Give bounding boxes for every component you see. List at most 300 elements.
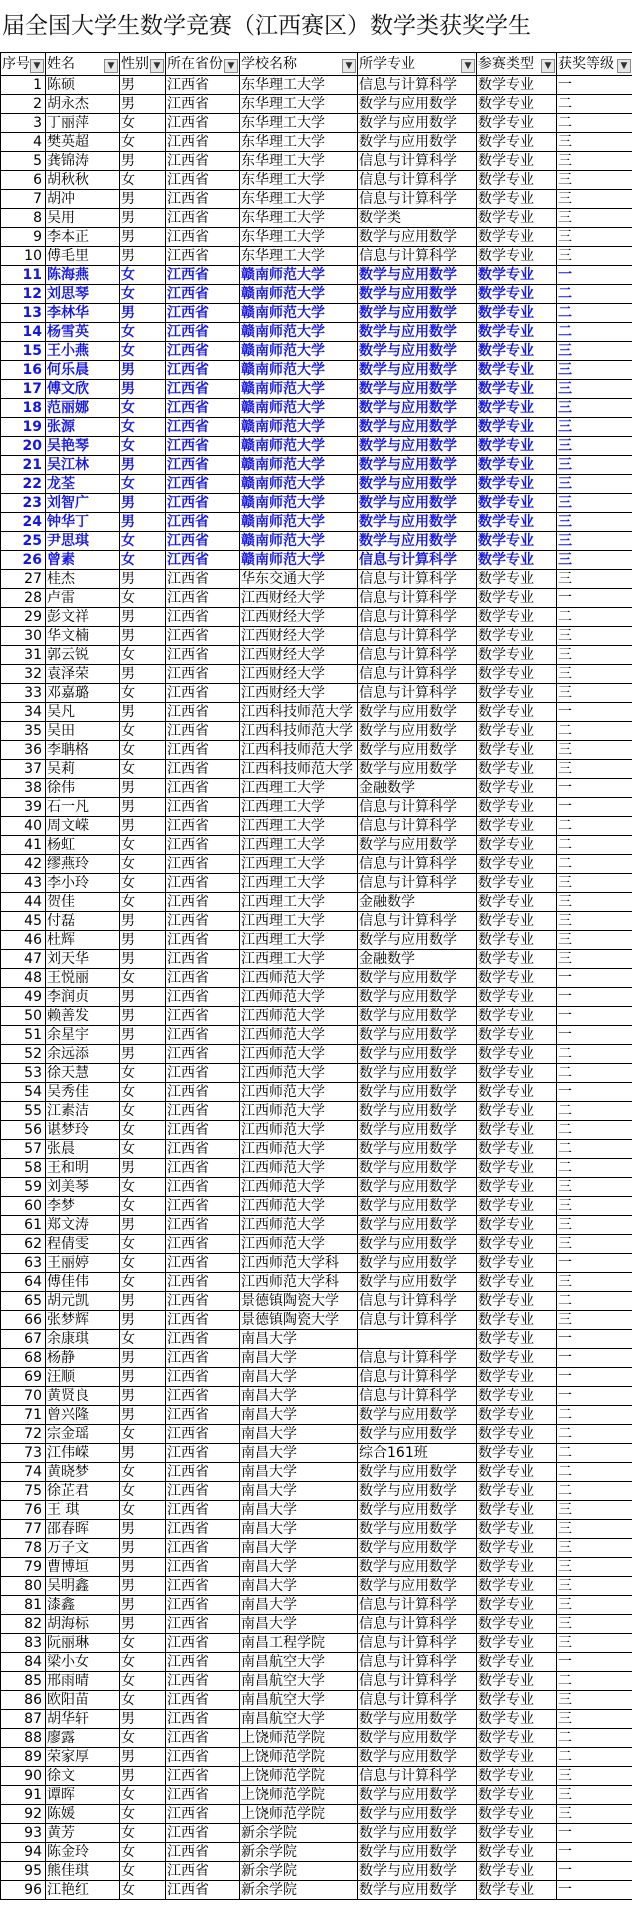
cell-gender[interactable]: 女 <box>120 1254 166 1273</box>
cell-type[interactable]: 数学专业 <box>477 1121 557 1140</box>
cell-award[interactable]: 一 <box>557 1083 632 1102</box>
cell-index[interactable]: 5 <box>1 152 46 171</box>
cell-index[interactable]: 96 <box>1 1881 46 1900</box>
cell-type[interactable]: 数学专业 <box>477 1178 557 1197</box>
cell-award[interactable]: 三 <box>557 133 632 152</box>
cell-province[interactable]: 江西省 <box>166 1539 240 1558</box>
cell-school[interactable]: 南昌航空大学 <box>240 1672 358 1691</box>
cell-major[interactable]: 金融数学 <box>358 779 477 798</box>
cell-gender[interactable]: 女 <box>120 1102 166 1121</box>
cell-province[interactable]: 江西省 <box>166 418 240 437</box>
cell-type[interactable]: 数学专业 <box>477 722 557 741</box>
cell-type[interactable]: 数学专业 <box>477 513 557 532</box>
cell-award[interactable]: 三 <box>557 513 632 532</box>
cell-school[interactable]: 东华理工大学 <box>240 76 358 95</box>
cell-school[interactable]: 江西师范大学 <box>240 1140 358 1159</box>
cell-major[interactable]: 数学与应用数学 <box>358 133 477 152</box>
cell-major[interactable]: 数学与应用数学 <box>358 1425 477 1444</box>
cell-province[interactable]: 江西省 <box>166 798 240 817</box>
cell-type[interactable]: 数学专业 <box>477 361 557 380</box>
cell-school[interactable]: 上饶师范学院 <box>240 1786 358 1805</box>
cell-gender[interactable]: 女 <box>120 399 166 418</box>
cell-name[interactable]: 周文嵘 <box>46 817 120 836</box>
cell-school[interactable]: 华东交通大学 <box>240 570 358 589</box>
cell-school[interactable]: 赣南师范大学 <box>240 513 358 532</box>
cell-award[interactable]: 二 <box>557 1425 632 1444</box>
cell-province[interactable]: 江西省 <box>166 1672 240 1691</box>
cell-province[interactable]: 江西省 <box>166 399 240 418</box>
cell-school[interactable]: 南昌大学 <box>240 1482 358 1501</box>
cell-type[interactable]: 数学专业 <box>477 1862 557 1881</box>
cell-major[interactable]: 信息与计算科学 <box>358 76 477 95</box>
cell-gender[interactable]: 男 <box>120 912 166 931</box>
cell-gender[interactable]: 女 <box>120 1140 166 1159</box>
cell-index[interactable]: 56 <box>1 1121 46 1140</box>
cell-province[interactable]: 江西省 <box>166 1102 240 1121</box>
cell-award[interactable]: 二 <box>557 323 632 342</box>
cell-major[interactable]: 数学与应用数学 <box>358 1862 477 1881</box>
cell-major[interactable]: 信息与计算科学 <box>358 1596 477 1615</box>
cell-province[interactable]: 江西省 <box>166 456 240 475</box>
cell-type[interactable]: 数学专业 <box>477 342 557 361</box>
cell-school[interactable]: 南昌大学 <box>240 1349 358 1368</box>
cell-gender[interactable]: 女 <box>120 1273 166 1292</box>
filter-dropdown-icon[interactable]: ▼ <box>30 59 44 73</box>
cell-gender[interactable]: 女 <box>120 893 166 912</box>
cell-index[interactable]: 94 <box>1 1843 46 1862</box>
cell-gender[interactable]: 女 <box>120 741 166 760</box>
cell-major[interactable]: 信息与计算科学 <box>358 627 477 646</box>
cell-index[interactable]: 42 <box>1 855 46 874</box>
cell-gender[interactable]: 女 <box>120 1805 166 1824</box>
cell-gender[interactable]: 男 <box>120 1159 166 1178</box>
cell-major[interactable]: 数学与应用数学 <box>358 380 477 399</box>
cell-index[interactable]: 81 <box>1 1596 46 1615</box>
cell-school[interactable]: 赣南师范大学 <box>240 342 358 361</box>
cell-province[interactable]: 江西省 <box>166 532 240 551</box>
cell-name[interactable]: 吴秀佳 <box>46 1083 120 1102</box>
cell-province[interactable]: 江西省 <box>166 1349 240 1368</box>
cell-school[interactable]: 南昌大学 <box>240 1539 358 1558</box>
cell-award[interactable]: 三 <box>557 418 632 437</box>
cell-type[interactable]: 数学专业 <box>477 1615 557 1634</box>
cell-province[interactable]: 江西省 <box>166 437 240 456</box>
cell-gender[interactable]: 女 <box>120 1463 166 1482</box>
cell-province[interactable]: 江西省 <box>166 684 240 703</box>
cell-major[interactable]: 信息与计算科学 <box>358 1653 477 1672</box>
cell-index[interactable]: 15 <box>1 342 46 361</box>
cell-name[interactable]: 程倩雯 <box>46 1235 120 1254</box>
filter-dropdown-icon[interactable]: ▼ <box>104 59 118 73</box>
cell-province[interactable]: 江西省 <box>166 1577 240 1596</box>
cell-award[interactable]: 三 <box>557 1539 632 1558</box>
cell-province[interactable]: 江西省 <box>166 76 240 95</box>
cell-name[interactable]: 彭文祥 <box>46 608 120 627</box>
cell-type[interactable]: 数学专业 <box>477 836 557 855</box>
cell-award[interactable]: 三 <box>557 646 632 665</box>
cell-gender[interactable]: 男 <box>120 1026 166 1045</box>
cell-major[interactable]: 数学与应用数学 <box>358 532 477 551</box>
cell-index[interactable]: 25 <box>1 532 46 551</box>
cell-award[interactable]: 三 <box>557 342 632 361</box>
cell-name[interactable]: 傅佳伟 <box>46 1273 120 1292</box>
cell-school[interactable]: 江西理工大学 <box>240 817 358 836</box>
cell-gender[interactable]: 女 <box>120 1501 166 1520</box>
cell-province[interactable]: 江西省 <box>166 1045 240 1064</box>
cell-award[interactable]: 二 <box>557 1045 632 1064</box>
cell-school[interactable]: 江西科技师范大学 <box>240 741 358 760</box>
cell-province[interactable]: 江西省 <box>166 1216 240 1235</box>
cell-award[interactable]: 三 <box>557 912 632 931</box>
cell-name[interactable]: 胡海标 <box>46 1615 120 1634</box>
cell-index[interactable]: 60 <box>1 1197 46 1216</box>
cell-province[interactable]: 江西省 <box>166 646 240 665</box>
cell-school[interactable]: 江西财经大学 <box>240 684 358 703</box>
cell-gender[interactable]: 女 <box>120 133 166 152</box>
cell-province[interactable]: 江西省 <box>166 475 240 494</box>
cell-name[interactable]: 尹思琪 <box>46 532 120 551</box>
cell-type[interactable]: 数学专业 <box>477 703 557 722</box>
cell-province[interactable]: 江西省 <box>166 171 240 190</box>
cell-school[interactable]: 新余学院 <box>240 1862 358 1881</box>
cell-major[interactable]: 数学与应用数学 <box>358 1083 477 1102</box>
cell-major[interactable]: 数学与应用数学 <box>358 1539 477 1558</box>
cell-index[interactable]: 24 <box>1 513 46 532</box>
cell-index[interactable]: 36 <box>1 741 46 760</box>
cell-index[interactable]: 12 <box>1 285 46 304</box>
cell-school[interactable]: 东华理工大学 <box>240 133 358 152</box>
cell-gender[interactable]: 女 <box>120 114 166 133</box>
cell-gender[interactable]: 女 <box>120 1786 166 1805</box>
cell-name[interactable]: 杨雪英 <box>46 323 120 342</box>
cell-award[interactable]: 三 <box>557 1805 632 1824</box>
cell-name[interactable]: 曾兴隆 <box>46 1406 120 1425</box>
cell-type[interactable]: 数学专业 <box>477 228 557 247</box>
cell-index[interactable]: 31 <box>1 646 46 665</box>
cell-award[interactable]: 二 <box>557 1406 632 1425</box>
cell-major[interactable]: 信息与计算科学 <box>358 589 477 608</box>
cell-name[interactable]: 吴莉 <box>46 760 120 779</box>
cell-index[interactable]: 33 <box>1 684 46 703</box>
cell-index[interactable]: 32 <box>1 665 46 684</box>
cell-type[interactable]: 数学专业 <box>477 76 557 95</box>
cell-school[interactable]: 南昌大学 <box>240 1406 358 1425</box>
cell-province[interactable]: 江西省 <box>166 1558 240 1577</box>
cell-award[interactable]: 三 <box>557 1178 632 1197</box>
cell-type[interactable]: 数学专业 <box>477 912 557 931</box>
cell-type[interactable]: 数学专业 <box>477 114 557 133</box>
cell-type[interactable]: 数学专业 <box>477 874 557 893</box>
cell-award[interactable]: 一 <box>557 266 632 285</box>
cell-gender[interactable]: 男 <box>120 1577 166 1596</box>
cell-index[interactable]: 19 <box>1 418 46 437</box>
cell-index[interactable]: 62 <box>1 1235 46 1254</box>
cell-province[interactable]: 江西省 <box>166 114 240 133</box>
cell-award[interactable]: 一 <box>557 1254 632 1273</box>
cell-award[interactable]: 一 <box>557 779 632 798</box>
cell-index[interactable]: 45 <box>1 912 46 931</box>
cell-major[interactable]: 数学与应用数学 <box>358 1843 477 1862</box>
cell-gender[interactable]: 女 <box>120 1862 166 1881</box>
cell-award[interactable]: 二 <box>557 1102 632 1121</box>
cell-gender[interactable]: 男 <box>120 1615 166 1634</box>
cell-province[interactable]: 江西省 <box>166 1159 240 1178</box>
cell-name[interactable]: 杜辉 <box>46 931 120 950</box>
cell-gender[interactable]: 男 <box>120 247 166 266</box>
cell-type[interactable]: 数学专业 <box>477 380 557 399</box>
cell-type[interactable]: 数学专业 <box>477 817 557 836</box>
cell-major[interactable]: 信息与计算科学 <box>358 1767 477 1786</box>
cell-gender[interactable]: 男 <box>120 817 166 836</box>
cell-index[interactable]: 23 <box>1 494 46 513</box>
cell-major[interactable]: 数学与应用数学 <box>358 1558 477 1577</box>
cell-school[interactable]: 南昌大学 <box>240 1520 358 1539</box>
cell-gender[interactable]: 女 <box>120 1235 166 1254</box>
cell-major[interactable]: 数学与应用数学 <box>358 1406 477 1425</box>
cell-award[interactable]: 三 <box>557 684 632 703</box>
cell-index[interactable]: 48 <box>1 969 46 988</box>
cell-name[interactable]: 梁小女 <box>46 1653 120 1672</box>
cell-name[interactable]: 余远添 <box>46 1045 120 1064</box>
cell-gender[interactable]: 女 <box>120 855 166 874</box>
cell-name[interactable]: 邓嘉璐 <box>46 684 120 703</box>
cell-province[interactable]: 江西省 <box>166 1501 240 1520</box>
cell-type[interactable]: 数学专业 <box>477 1444 557 1463</box>
cell-gender[interactable]: 男 <box>120 931 166 950</box>
cell-index[interactable]: 66 <box>1 1311 46 1330</box>
cell-school[interactable]: 赣南师范大学 <box>240 532 358 551</box>
cell-province[interactable]: 江西省 <box>166 1083 240 1102</box>
cell-province[interactable]: 江西省 <box>166 1710 240 1729</box>
cell-gender[interactable]: 女 <box>120 551 166 570</box>
cell-award[interactable]: 一 <box>557 1387 632 1406</box>
cell-index[interactable]: 46 <box>1 931 46 950</box>
cell-type[interactable]: 数学专业 <box>477 1463 557 1482</box>
cell-gender[interactable]: 女 <box>120 1653 166 1672</box>
cell-index[interactable]: 95 <box>1 1862 46 1881</box>
cell-gender[interactable]: 女 <box>120 836 166 855</box>
cell-award[interactable]: 一 <box>557 1862 632 1881</box>
cell-name[interactable]: 樊英超 <box>46 133 120 152</box>
cell-type[interactable]: 数学专业 <box>477 1558 557 1577</box>
cell-type[interactable]: 数学专业 <box>477 627 557 646</box>
cell-school[interactable]: 江西理工大学 <box>240 893 358 912</box>
cell-name[interactable]: 江艳红 <box>46 1881 120 1900</box>
cell-gender[interactable]: 女 <box>120 1482 166 1501</box>
cell-index[interactable]: 77 <box>1 1520 46 1539</box>
cell-name[interactable]: 赖善发 <box>46 1007 120 1026</box>
cell-name[interactable]: 卢雷 <box>46 589 120 608</box>
cell-gender[interactable]: 女 <box>120 532 166 551</box>
cell-name[interactable]: 刘天华 <box>46 950 120 969</box>
cell-province[interactable]: 江西省 <box>166 874 240 893</box>
cell-gender[interactable]: 男 <box>120 608 166 627</box>
cell-school[interactable]: 江西财经大学 <box>240 608 358 627</box>
cell-name[interactable]: 李聃格 <box>46 741 120 760</box>
cell-province[interactable]: 江西省 <box>166 589 240 608</box>
cell-award[interactable]: 三 <box>557 1235 632 1254</box>
cell-type[interactable]: 数学专业 <box>477 1425 557 1444</box>
cell-type[interactable]: 数学专业 <box>477 494 557 513</box>
cell-award[interactable]: 二 <box>557 608 632 627</box>
cell-award[interactable]: 一 <box>557 988 632 1007</box>
cell-type[interactable]: 数学专业 <box>477 1710 557 1729</box>
cell-type[interactable]: 数学专业 <box>477 1748 557 1767</box>
cell-name[interactable]: 张源 <box>46 418 120 437</box>
cell-major[interactable]: 信息与计算科学 <box>358 190 477 209</box>
cell-school[interactable]: 南昌大学 <box>240 1425 358 1444</box>
cell-index[interactable]: 40 <box>1 817 46 836</box>
cell-gender[interactable]: 男 <box>120 950 166 969</box>
cell-province[interactable]: 江西省 <box>166 494 240 513</box>
cell-gender[interactable]: 女 <box>120 1691 166 1710</box>
cell-award[interactable]: 三 <box>557 931 632 950</box>
cell-school[interactable]: 江西理工大学 <box>240 931 358 950</box>
cell-province[interactable]: 江西省 <box>166 912 240 931</box>
cell-name[interactable]: 吴用 <box>46 209 120 228</box>
cell-index[interactable]: 75 <box>1 1482 46 1501</box>
cell-province[interactable]: 江西省 <box>166 969 240 988</box>
cell-index[interactable]: 69 <box>1 1368 46 1387</box>
cell-name[interactable]: 张晨 <box>46 1140 120 1159</box>
cell-name[interactable]: 刘美琴 <box>46 1178 120 1197</box>
cell-school[interactable]: 新余学院 <box>240 1824 358 1843</box>
cell-major[interactable]: 数学类 <box>358 209 477 228</box>
cell-type[interactable]: 数学专业 <box>477 1843 557 1862</box>
cell-major[interactable]: 数学与应用数学 <box>358 1805 477 1824</box>
cell-type[interactable]: 数学专业 <box>477 1786 557 1805</box>
cell-gender[interactable]: 男 <box>120 1007 166 1026</box>
cell-type[interactable]: 数学专业 <box>477 988 557 1007</box>
cell-index[interactable]: 27 <box>1 570 46 589</box>
cell-name[interactable]: 吴艳琴 <box>46 437 120 456</box>
cell-type[interactable]: 数学专业 <box>477 1159 557 1178</box>
cell-index[interactable]: 37 <box>1 760 46 779</box>
cell-type[interactable]: 数学专业 <box>477 931 557 950</box>
cell-province[interactable]: 江西省 <box>166 1843 240 1862</box>
cell-type[interactable]: 数学专业 <box>477 684 557 703</box>
cell-gender[interactable]: 女 <box>120 1729 166 1748</box>
cell-type[interactable]: 数学专业 <box>477 152 557 171</box>
cell-name[interactable]: 贺佳 <box>46 893 120 912</box>
cell-province[interactable]: 江西省 <box>166 1729 240 1748</box>
cell-type[interactable]: 数学专业 <box>477 532 557 551</box>
cell-major[interactable]: 数学与应用数学 <box>358 1159 477 1178</box>
cell-name[interactable]: 吴凡 <box>46 703 120 722</box>
cell-award[interactable]: 二 <box>557 722 632 741</box>
cell-award[interactable]: 二 <box>557 304 632 323</box>
cell-name[interactable]: 刘思琴 <box>46 285 120 304</box>
cell-major[interactable]: 数学与应用数学 <box>358 1140 477 1159</box>
cell-province[interactable]: 江西省 <box>166 1387 240 1406</box>
cell-gender[interactable]: 男 <box>120 494 166 513</box>
cell-name[interactable]: 吴江林 <box>46 456 120 475</box>
cell-major[interactable]: 信息与计算科学 <box>358 1311 477 1330</box>
cell-name[interactable]: 李林华 <box>46 304 120 323</box>
cell-province[interactable]: 江西省 <box>166 1026 240 1045</box>
cell-award[interactable]: 一 <box>557 76 632 95</box>
cell-province[interactable]: 江西省 <box>166 817 240 836</box>
cell-name[interactable]: 阮丽琳 <box>46 1634 120 1653</box>
cell-name[interactable]: 何乐晨 <box>46 361 120 380</box>
cell-index[interactable]: 17 <box>1 380 46 399</box>
cell-major[interactable]: 数学与应用数学 <box>358 1007 477 1026</box>
cell-index[interactable]: 90 <box>1 1767 46 1786</box>
cell-province[interactable]: 江西省 <box>166 1273 240 1292</box>
cell-school[interactable]: 江西师范大学 <box>240 1159 358 1178</box>
cell-award[interactable]: 一 <box>557 1653 632 1672</box>
cell-name[interactable]: 黄贤良 <box>46 1387 120 1406</box>
cell-index[interactable]: 7 <box>1 190 46 209</box>
cell-index[interactable]: 71 <box>1 1406 46 1425</box>
cell-province[interactable]: 江西省 <box>166 1064 240 1083</box>
cell-name[interactable]: 黄芳 <box>46 1824 120 1843</box>
cell-major[interactable]: 信息与计算科学 <box>358 855 477 874</box>
cell-gender[interactable]: 女 <box>120 1425 166 1444</box>
cell-gender[interactable]: 男 <box>120 209 166 228</box>
cell-award[interactable]: 二 <box>557 1748 632 1767</box>
cell-name[interactable]: 邵春晖 <box>46 1520 120 1539</box>
cell-school[interactable]: 赣南师范大学 <box>240 361 358 380</box>
cell-major[interactable]: 信息与计算科学 <box>358 817 477 836</box>
cell-type[interactable]: 数学专业 <box>477 608 557 627</box>
cell-award[interactable]: 三 <box>557 551 632 570</box>
cell-name[interactable]: 徐天慧 <box>46 1064 120 1083</box>
cell-major[interactable]: 数学与应用数学 <box>358 513 477 532</box>
cell-major[interactable]: 信息与计算科学 <box>358 1672 477 1691</box>
cell-award[interactable]: 二 <box>557 1672 632 1691</box>
cell-province[interactable]: 江西省 <box>166 1767 240 1786</box>
filter-dropdown-icon[interactable]: ▼ <box>541 59 555 73</box>
cell-name[interactable]: 汪顺 <box>46 1368 120 1387</box>
cell-school[interactable]: 赣南师范大学 <box>240 456 358 475</box>
cell-name[interactable]: 王和明 <box>46 1159 120 1178</box>
cell-award[interactable]: 三 <box>557 950 632 969</box>
cell-major[interactable]: 数学与应用数学 <box>358 931 477 950</box>
cell-school[interactable]: 江西理工大学 <box>240 855 358 874</box>
cell-school[interactable]: 赣南师范大学 <box>240 266 358 285</box>
cell-school[interactable]: 江西科技师范大学 <box>240 760 358 779</box>
cell-province[interactable]: 江西省 <box>166 152 240 171</box>
cell-gender[interactable]: 女 <box>120 874 166 893</box>
cell-province[interactable]: 江西省 <box>166 342 240 361</box>
cell-gender[interactable]: 男 <box>120 779 166 798</box>
cell-name[interactable]: 李梦 <box>46 1197 120 1216</box>
cell-school[interactable]: 江西师范大学 <box>240 1102 358 1121</box>
cell-name[interactable]: 傅文欣 <box>46 380 120 399</box>
cell-award[interactable]: 三 <box>557 570 632 589</box>
cell-name[interactable]: 廖露 <box>46 1729 120 1748</box>
cell-gender[interactable]: 女 <box>120 1824 166 1843</box>
cell-province[interactable]: 江西省 <box>166 1691 240 1710</box>
cell-school[interactable]: 东华理工大学 <box>240 190 358 209</box>
cell-award[interactable]: 三 <box>557 171 632 190</box>
cell-school[interactable]: 东华理工大学 <box>240 228 358 247</box>
cell-name[interactable]: 徐芷君 <box>46 1482 120 1501</box>
cell-school[interactable]: 赣南师范大学 <box>240 475 358 494</box>
cell-name[interactable]: 欧阳苗 <box>46 1691 120 1710</box>
cell-school[interactable]: 上饶师范学院 <box>240 1748 358 1767</box>
cell-gender[interactable]: 男 <box>120 1558 166 1577</box>
cell-gender[interactable]: 女 <box>120 1064 166 1083</box>
cell-type[interactable]: 数学专业 <box>477 1273 557 1292</box>
cell-major[interactable]: 数学与应用数学 <box>358 304 477 323</box>
cell-major[interactable]: 综合161班 <box>358 1444 477 1463</box>
cell-type[interactable]: 数学专业 <box>477 95 557 114</box>
filter-dropdown-icon[interactable]: ▼ <box>617 59 631 73</box>
cell-major[interactable]: 金融数学 <box>358 893 477 912</box>
cell-index[interactable]: 82 <box>1 1615 46 1634</box>
